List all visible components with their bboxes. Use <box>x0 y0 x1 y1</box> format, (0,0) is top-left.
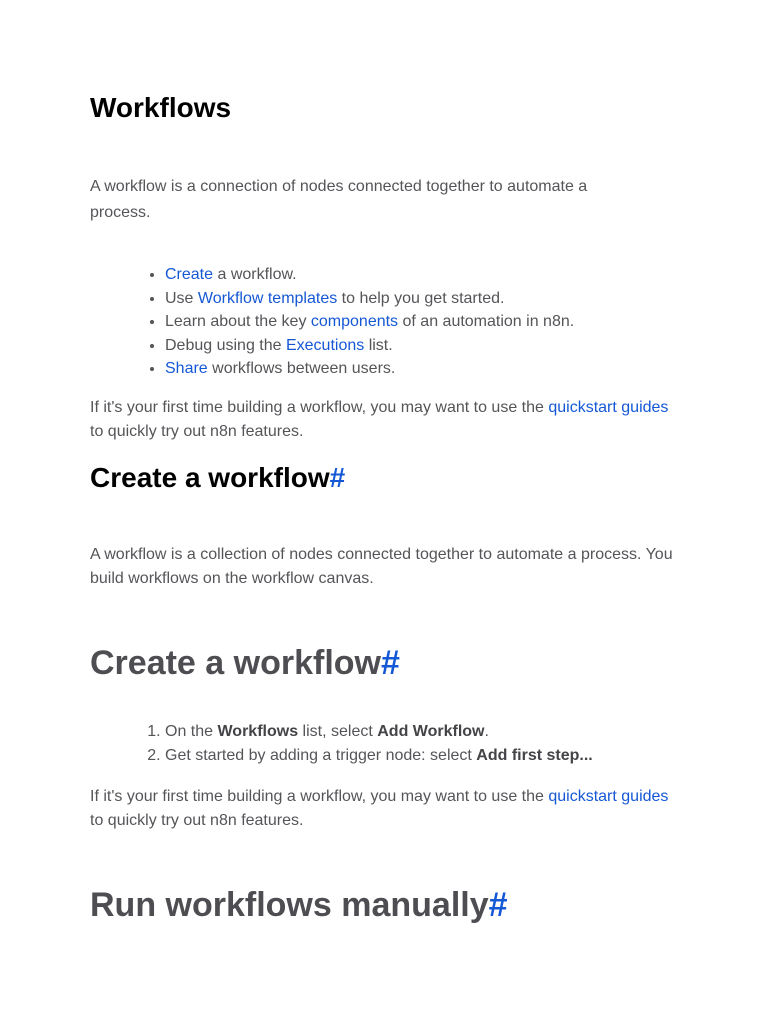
list-item: 1. On the Workflows list, select Add Workflow. <box>165 720 593 744</box>
first-time-paragraph: If it's your first time building a workflow, you may want to use the quickstart guides to quickly try out n8n features. <box>90 399 669 440</box>
share-link[interactable]: Share <box>165 360 208 377</box>
create-workflow-heading-text: Create a workflow <box>90 462 330 493</box>
quickstart-guides-link-2[interactable]: quickstart guides <box>548 788 669 805</box>
workflows-intro: A workflow is a connection of nodes connected together to automate a process. <box>90 178 588 221</box>
list-item: 2. Get started by adding a trigger node: select Add first step... <box>165 744 593 768</box>
run-workflows-manually-anchor-link[interactable]: # <box>488 886 508 924</box>
create-workflow-large-heading <box>90 644 400 683</box>
list-item: • Use Workflow templates to help you get started. <box>165 287 574 311</box>
list-item: • Learn about the key components of an automation in n8n. <box>165 310 574 334</box>
quickstart-guides-link[interactable]: quickstart guides <box>548 399 669 416</box>
run-workflows-manually-heading <box>90 886 508 925</box>
list-item: • Debug using the Executions list. <box>165 334 574 358</box>
create-workflow-large-heading-text: Create a workflow <box>90 644 381 682</box>
create-workflow-large-anchor-link[interactable]: # <box>380 644 400 682</box>
create-steps-list <box>90 720 593 768</box>
executions-link[interactable]: Executions <box>285 336 365 354</box>
first-time-paragraph-2: If it's your first time building a workflow, you may want to use the quickstart guides to quickly try out n8n features. <box>90 788 669 829</box>
create-workflow-description: A workflow is a collection of nodes connected together to automate a process. You build workflows on the workflow canvas. <box>90 546 673 587</box>
workflows-list <box>90 263 574 381</box>
list-item: • Share workflows between users. <box>165 357 574 381</box>
create-workflow-anchor-link[interactable]: # <box>329 462 346 493</box>
list-item: • Create a workflow. <box>165 263 574 287</box>
workflows-title <box>90 92 231 124</box>
workflow-templates-link[interactable]: Workflow templates <box>197 289 338 307</box>
components-link[interactable]: components <box>310 313 399 330</box>
create-link[interactable]: Create <box>165 266 214 283</box>
create-workflow-heading <box>90 462 345 494</box>
run-workflows-manually-heading-text: Run workflows manually <box>90 886 489 924</box>
workflows-title-text: Workflows <box>90 92 232 123</box>
